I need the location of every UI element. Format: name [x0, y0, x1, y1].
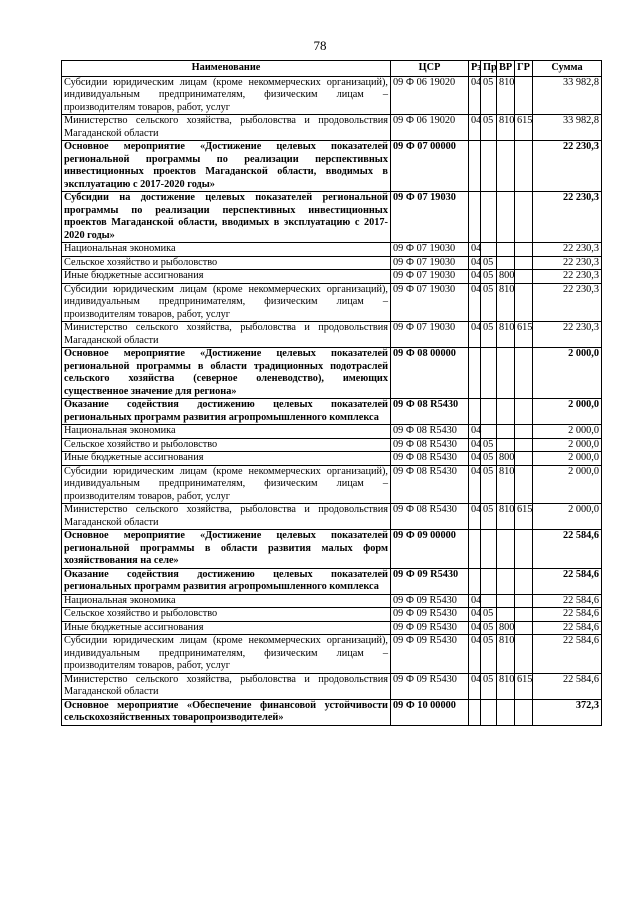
cell-pr: 05 — [481, 76, 497, 115]
cell-gr — [515, 608, 533, 622]
cell-code: 09 Ф 09 R5430 — [391, 673, 469, 699]
cell-code: 09 Ф 08 R5430 — [391, 399, 469, 425]
cell-vr — [497, 192, 515, 243]
page-number: 78 — [313, 38, 327, 53]
cell-name: Национальная экономика — [62, 425, 391, 439]
cell-name: Основное мероприятие «Обеспечение финансовой устойчивости сельскохозяйственных товаропроизводителей» — [62, 699, 391, 725]
cell-code: 09 Ф 09 00000 — [391, 530, 469, 569]
cell-pr: 05 — [481, 322, 497, 348]
cell-rz — [469, 348, 481, 399]
header-sum: Сумма — [533, 61, 602, 77]
cell-code: 09 Ф 09 R5430 — [391, 608, 469, 622]
cell-name: Министерство сельского хозяйства, рыболовства и продовольствия Магаданской области — [62, 673, 391, 699]
cell-rz: 04 — [469, 438, 481, 452]
table-row — [62, 76, 602, 115]
cell-code: 09 Ф 07 19030 — [391, 322, 469, 348]
cell-pr — [481, 530, 497, 569]
cell-sum: 22 584,6 — [533, 594, 602, 608]
cell-vr: 810 — [497, 504, 515, 530]
cell-name: Иные бюджетные ассигнования — [62, 452, 391, 466]
cell-rz: 04 — [469, 621, 481, 635]
cell-pr — [481, 699, 497, 725]
cell-pr: 05 — [481, 504, 497, 530]
cell-vr — [497, 348, 515, 399]
cell-pr — [481, 348, 497, 399]
cell-vr: 810 — [497, 673, 515, 699]
cell-code: 09 Ф 06 19020 — [391, 115, 469, 141]
cell-sum: 372,3 — [533, 699, 602, 725]
header-name: Наименование — [62, 61, 391, 77]
cell-rz — [469, 530, 481, 569]
cell-sum: 22 230,3 — [533, 243, 602, 257]
cell-name: Министерство сельского хозяйства, рыболовства и продовольствия Магаданской области — [62, 115, 391, 141]
cell-pr: 05 — [481, 465, 497, 504]
table-row — [62, 141, 602, 192]
table-body — [62, 76, 602, 725]
cell-sum: 22 584,6 — [533, 635, 602, 674]
budget-table — [61, 60, 602, 726]
cell-code: 09 Ф 09 R5430 — [391, 621, 469, 635]
cell-code: 09 Ф 08 R5430 — [391, 504, 469, 530]
cell-sum: 22 230,3 — [533, 192, 602, 243]
cell-name: Министерство сельского хозяйства, рыболовства и продовольствия Магаданской области — [62, 322, 391, 348]
table-row — [62, 322, 602, 348]
cell-gr — [515, 568, 533, 594]
cell-sum: 22 230,3 — [533, 322, 602, 348]
cell-sum: 22 584,6 — [533, 568, 602, 594]
cell-name: Оказание содействия достижению целевых показателей региональных программ развития агропромышленного комплекса — [62, 568, 391, 594]
cell-rz — [469, 699, 481, 725]
table-row — [62, 283, 602, 322]
table-row — [62, 699, 602, 725]
cell-pr — [481, 192, 497, 243]
cell-sum: 22 230,3 — [533, 270, 602, 284]
cell-name: Субсидии юридическим лицам (кроме некоммерческих организаций), индивидуальным предпринимателям, физическим лицам – производителям товаров, работ, услуг — [62, 76, 391, 115]
cell-vr: 810 — [497, 465, 515, 504]
cell-sum: 22 230,3 — [533, 256, 602, 270]
header-vr: ВР — [497, 61, 515, 77]
table-row — [62, 635, 602, 674]
cell-sum: 2 000,0 — [533, 438, 602, 452]
cell-name: Сельское хозяйство и рыболовство — [62, 256, 391, 270]
table-row — [62, 115, 602, 141]
cell-name: Иные бюджетные ассигнования — [62, 270, 391, 284]
cell-vr: 800 — [497, 621, 515, 635]
cell-pr — [481, 141, 497, 192]
cell-vr — [497, 141, 515, 192]
cell-gr — [515, 283, 533, 322]
table-row — [62, 594, 602, 608]
cell-sum: 22 584,6 — [533, 530, 602, 569]
cell-gr — [515, 348, 533, 399]
cell-name: Субсидии юридическим лицам (кроме некоммерческих организаций), индивидуальным предпринимателям, физическим лицам – производителям товаров, работ, услуг — [62, 635, 391, 674]
table-row — [62, 568, 602, 594]
cell-sum: 2 000,0 — [533, 504, 602, 530]
cell-sum: 2 000,0 — [533, 465, 602, 504]
cell-pr: 05 — [481, 621, 497, 635]
cell-pr — [481, 399, 497, 425]
table-row — [62, 399, 602, 425]
cell-rz: 04 — [469, 283, 481, 322]
table-row — [62, 425, 602, 439]
cell-sum: 22 230,3 — [533, 283, 602, 322]
table-row — [62, 530, 602, 569]
cell-code: 09 Ф 09 R5430 — [391, 594, 469, 608]
cell-rz: 04 — [469, 425, 481, 439]
cell-pr: 05 — [481, 452, 497, 466]
cell-vr: 810 — [497, 283, 515, 322]
cell-gr — [515, 452, 533, 466]
cell-name: Сельское хозяйство и рыболовство — [62, 608, 391, 622]
table-row — [62, 452, 602, 466]
cell-gr — [515, 141, 533, 192]
cell-rz: 04 — [469, 608, 481, 622]
table-row — [62, 270, 602, 284]
cell-name: Субсидии юридическим лицам (кроме некоммерческих организаций), индивидуальным предпринимателям, физическим лицам – производителям товаров, работ, услуг — [62, 465, 391, 504]
cell-gr — [515, 270, 533, 284]
cell-vr — [497, 594, 515, 608]
cell-name: Национальная экономика — [62, 243, 391, 257]
header-code: ЦСР — [391, 61, 469, 77]
cell-gr: 615 — [515, 504, 533, 530]
cell-pr — [481, 568, 497, 594]
cell-gr — [515, 192, 533, 243]
cell-rz — [469, 192, 481, 243]
cell-gr — [515, 621, 533, 635]
cell-gr — [515, 76, 533, 115]
cell-gr — [515, 256, 533, 270]
table-row — [62, 673, 602, 699]
cell-name: Основное мероприятие «Достижение целевых показателей региональной программы по реализации перспективных инвестиционных проектов Магаданской области, вводимых в эксплуатацию с 2017-2020 годы» — [62, 141, 391, 192]
cell-rz: 04 — [469, 243, 481, 257]
table-row — [62, 504, 602, 530]
cell-rz: 04 — [469, 465, 481, 504]
cell-code: 09 Ф 07 19030 — [391, 283, 469, 322]
cell-pr: 05 — [481, 673, 497, 699]
cell-gr — [515, 425, 533, 439]
cell-gr — [515, 635, 533, 674]
cell-gr — [515, 594, 533, 608]
cell-vr — [497, 699, 515, 725]
cell-vr — [497, 608, 515, 622]
cell-vr — [497, 568, 515, 594]
cell-code: 09 Ф 08 R5430 — [391, 438, 469, 452]
cell-code: 09 Ф 07 19030 — [391, 270, 469, 284]
header-gr: ГР — [515, 61, 533, 77]
cell-pr: 05 — [481, 438, 497, 452]
header-pr: Пр — [481, 61, 497, 77]
table-row — [62, 243, 602, 257]
cell-sum: 2 000,0 — [533, 399, 602, 425]
cell-name: Сельское хозяйство и рыболовство — [62, 438, 391, 452]
cell-sum: 22 584,6 — [533, 621, 602, 635]
table-row — [62, 465, 602, 504]
cell-pr — [481, 243, 497, 257]
cell-vr: 810 — [497, 322, 515, 348]
cell-rz: 04 — [469, 256, 481, 270]
cell-rz: 04 — [469, 594, 481, 608]
cell-gr — [515, 399, 533, 425]
cell-code: 09 Ф 09 R5430 — [391, 568, 469, 594]
table-row — [62, 621, 602, 635]
table-row — [62, 192, 602, 243]
cell-rz: 04 — [469, 270, 481, 284]
cell-vr: 810 — [497, 76, 515, 115]
cell-rz: 04 — [469, 673, 481, 699]
cell-vr: 810 — [497, 635, 515, 674]
cell-rz — [469, 399, 481, 425]
cell-vr — [497, 425, 515, 439]
cell-gr: 615 — [515, 673, 533, 699]
cell-name: Национальная экономика — [62, 594, 391, 608]
cell-name: Оказание содействия достижению целевых показателей региональных программ развития агропромышленного комплекса — [62, 399, 391, 425]
cell-pr: 05 — [481, 270, 497, 284]
cell-rz: 04 — [469, 504, 481, 530]
cell-code: 09 Ф 08 00000 — [391, 348, 469, 399]
cell-code: 09 Ф 08 R5430 — [391, 425, 469, 439]
cell-code: 09 Ф 07 00000 — [391, 141, 469, 192]
cell-sum: 33 982,8 — [533, 76, 602, 115]
cell-rz: 04 — [469, 635, 481, 674]
cell-vr — [497, 399, 515, 425]
cell-name: Субсидии юридическим лицам (кроме некоммерческих организаций), индивидуальным предпринимателям, физическим лицам – производителям товаров, работ, услуг — [62, 283, 391, 322]
table-row — [62, 256, 602, 270]
table-row — [62, 438, 602, 452]
cell-code: 09 Ф 08 R5430 — [391, 465, 469, 504]
cell-rz: 04 — [469, 115, 481, 141]
cell-vr — [497, 256, 515, 270]
cell-sum: 22 584,6 — [533, 673, 602, 699]
cell-sum: 22 584,6 — [533, 608, 602, 622]
cell-vr: 800 — [497, 452, 515, 466]
cell-rz — [469, 141, 481, 192]
cell-pr — [481, 594, 497, 608]
cell-vr: 800 — [497, 270, 515, 284]
cell-gr — [515, 530, 533, 569]
cell-code: 09 Ф 08 R5430 — [391, 452, 469, 466]
cell-rz: 04 — [469, 76, 481, 115]
cell-gr — [515, 699, 533, 725]
cell-code: 09 Ф 06 19020 — [391, 76, 469, 115]
cell-vr — [497, 438, 515, 452]
cell-gr — [515, 465, 533, 504]
cell-gr: 615 — [515, 322, 533, 348]
cell-sum: 2 000,0 — [533, 348, 602, 399]
cell-code: 09 Ф 09 R5430 — [391, 635, 469, 674]
cell-vr: 810 — [497, 115, 515, 141]
cell-rz: 04 — [469, 322, 481, 348]
cell-name: Основное мероприятие «Достижение целевых показателей региональной программы в области развития малых форм хозяйствования на селе» — [62, 530, 391, 569]
cell-sum: 22 230,3 — [533, 141, 602, 192]
cell-pr: 05 — [481, 256, 497, 270]
cell-vr — [497, 243, 515, 257]
cell-name: Основное мероприятие «Достижение целевых показателей региональной программы в области традиционных подотраслей сельского хозяйства (северное оленеводство), имеющих существенное значение для региона» — [62, 348, 391, 399]
cell-code: 09 Ф 10 00000 — [391, 699, 469, 725]
cell-sum: 2 000,0 — [533, 452, 602, 466]
cell-pr: 05 — [481, 283, 497, 322]
table-row — [62, 348, 602, 399]
cell-vr — [497, 530, 515, 569]
cell-pr: 05 — [481, 635, 497, 674]
cell-name: Министерство сельского хозяйства, рыболовства и продовольствия Магаданской области — [62, 504, 391, 530]
cell-rz: 04 — [469, 452, 481, 466]
cell-gr — [515, 438, 533, 452]
cell-pr — [481, 425, 497, 439]
cell-sum: 2 000,0 — [533, 425, 602, 439]
cell-code: 09 Ф 07 19030 — [391, 256, 469, 270]
cell-name: Субсидии на достижение целевых показателей региональной программы по реализации перспективных инвестиционных проектов Магаданской области, вводимых в эксплуатацию с 2017-2020 годы» — [62, 192, 391, 243]
table-header-row — [62, 61, 602, 77]
table-row — [62, 608, 602, 622]
header-rz: Рз — [469, 61, 481, 77]
cell-sum: 33 982,8 — [533, 115, 602, 141]
cell-code: 09 Ф 07 19030 — [391, 243, 469, 257]
cell-gr: 615 — [515, 115, 533, 141]
cell-code: 09 Ф 07 19030 — [391, 192, 469, 243]
cell-pr: 05 — [481, 608, 497, 622]
cell-gr — [515, 243, 533, 257]
cell-rz — [469, 568, 481, 594]
cell-pr: 05 — [481, 115, 497, 141]
cell-name: Иные бюджетные ассигнования — [62, 621, 391, 635]
